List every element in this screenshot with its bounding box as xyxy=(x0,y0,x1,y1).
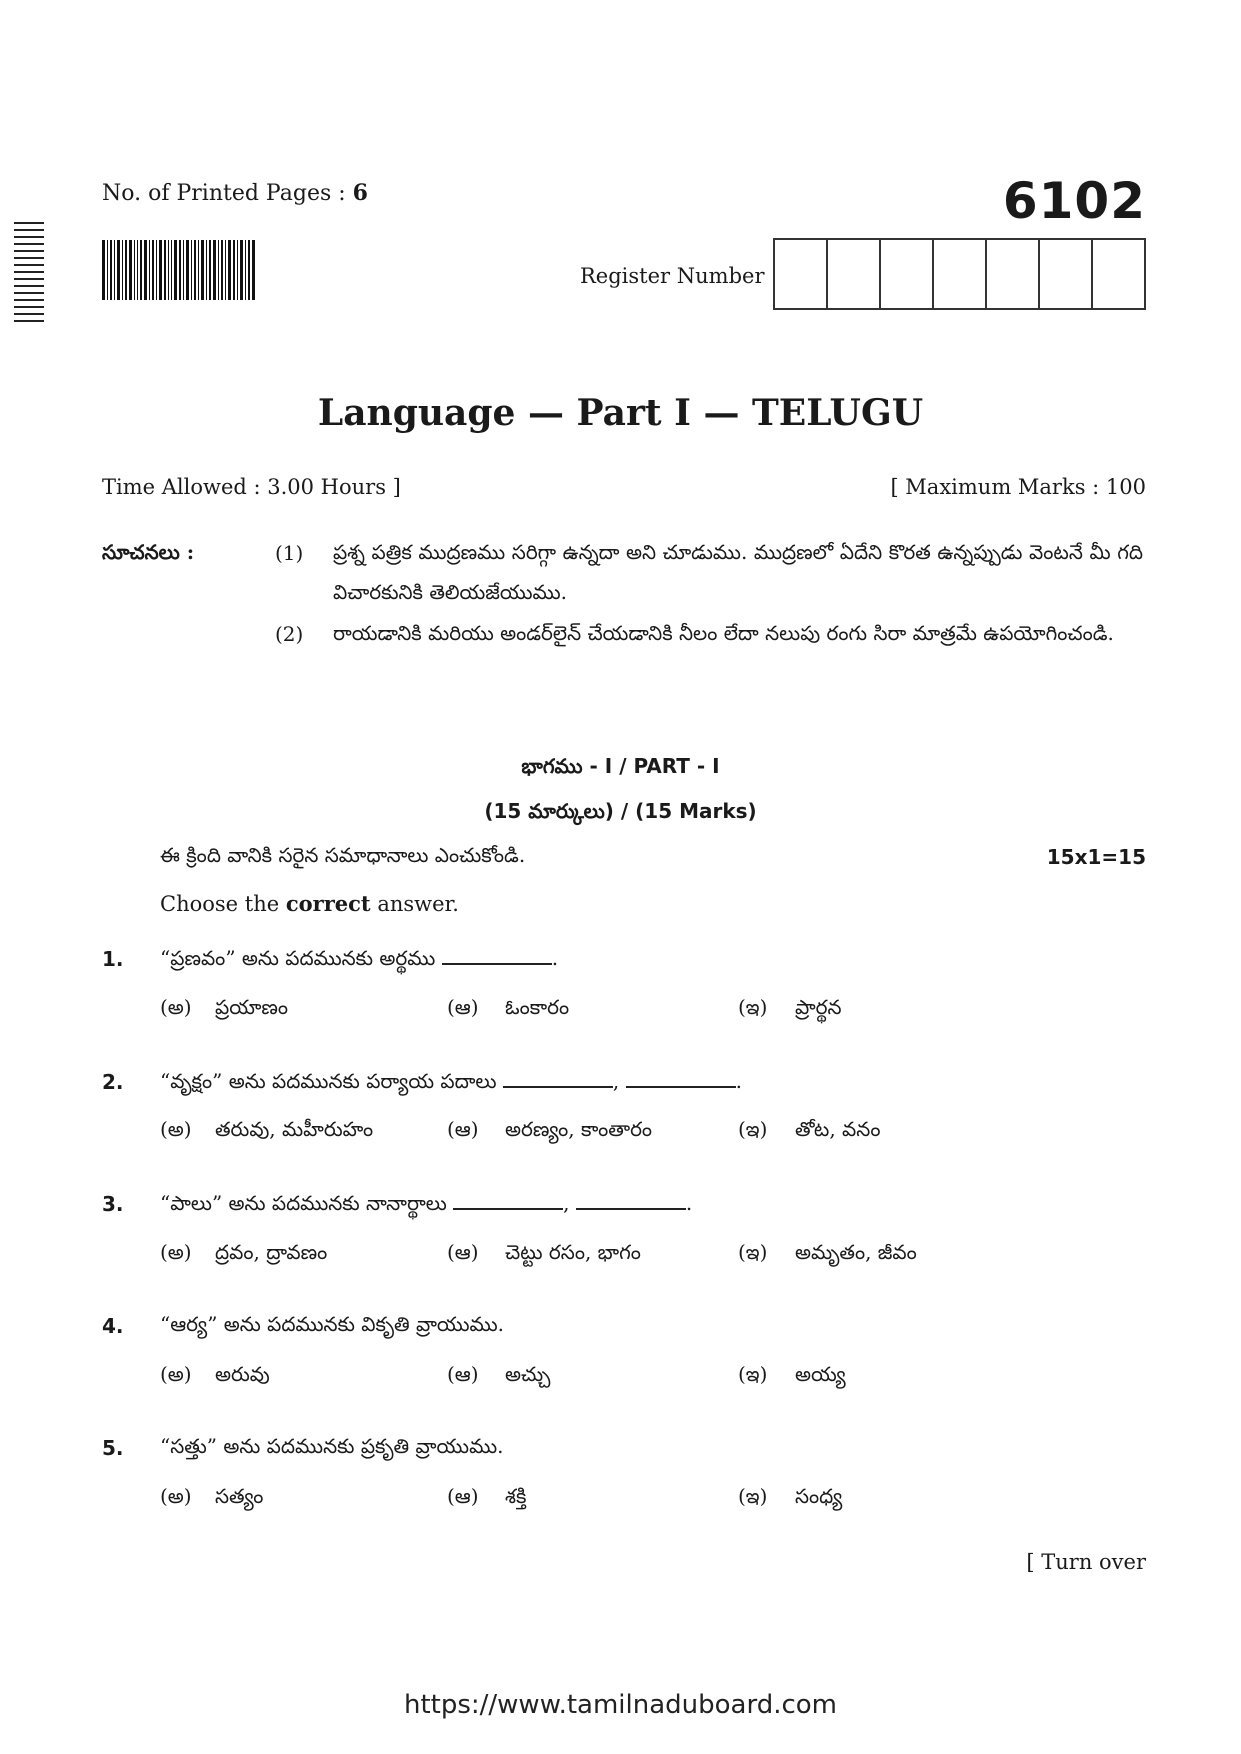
telugu-direction: ఈ క్రింది వానికి సరైన సమాధానాలు ఎంచుకోండి. xyxy=(160,843,526,867)
answer-blank xyxy=(576,1190,686,1210)
question-text xyxy=(160,945,558,975)
question-number: 4. xyxy=(102,1314,124,1338)
question-number: 5. xyxy=(102,1436,124,1460)
printed-pages xyxy=(102,180,368,206)
instruction-text: ప్రశ్న పత్రిక ముద్రణము సరిగ్గా ఉన్నదా అని చూడుము. ముద్రణలో ఏదేని కొరత ఉన్నప్పుడు వెంటనే మీ గది విచారకునికి తెలియజేయుము. xyxy=(333,540,1143,604)
barcode xyxy=(102,240,284,300)
direction-part: answer. xyxy=(377,892,459,916)
printed-pages-value: 6 xyxy=(352,180,368,206)
question-stem: “ప్రణవం” అను పదమునకు అర్థము xyxy=(160,946,436,970)
source-url[interactable]: https://www.tamilnaduboard.com xyxy=(403,1690,838,1720)
instructions-label: సూచనలు : xyxy=(102,540,195,564)
question-suffix: . xyxy=(551,946,559,970)
register-digit-box[interactable] xyxy=(987,240,1040,308)
question-suffix: . xyxy=(735,1069,742,1093)
question-stem: “పాలు” అను పదమునకు నానార్థాలు xyxy=(160,1191,447,1215)
question-suffix: . xyxy=(685,1191,693,1215)
paper-code: 6102 xyxy=(1002,172,1146,230)
register-number-label: Register Number xyxy=(580,264,765,288)
direction-emphasis: correct xyxy=(285,891,371,916)
option-text: ప్రార్థన xyxy=(795,995,842,1019)
instruction-number: (2) xyxy=(275,622,304,646)
question-text: “వృక్షం” అను పదమునకు పర్యాయ పదాలు , . xyxy=(160,1069,742,1093)
option-label: (అ) xyxy=(160,1362,192,1386)
option-text: అమృతం, జీవం xyxy=(795,1240,917,1264)
option-text: సంధ్య xyxy=(795,1484,843,1508)
answer-blank xyxy=(626,1068,736,1088)
register-number-boxes[interactable] xyxy=(773,238,1146,310)
question-text: “సత్తు” అను పదమునకు ప్రకృతి వ్రాయుము. xyxy=(160,1434,504,1458)
exam-title: Language — Part I — TELUGU xyxy=(317,392,924,434)
option-label: (ఆ) xyxy=(447,1484,479,1508)
option-text: చెట్టు రసం, భాగం xyxy=(505,1240,641,1264)
option-label: (ఇ) xyxy=(738,1117,768,1141)
english-direction xyxy=(160,891,459,916)
option-text: ద్రవం, ద్రావణం xyxy=(215,1240,328,1264)
question-text: “ఆర్య” అను పదమునకు వికృతి వ్రాయుము. xyxy=(160,1312,504,1336)
question-number: 1. xyxy=(102,947,124,971)
direction-part: Choose the xyxy=(160,892,280,916)
option-label: (ఆ) xyxy=(447,1240,479,1264)
maximum-marks: [ Maximum Marks : 100 xyxy=(890,475,1146,499)
option-text: సత్యం xyxy=(215,1484,264,1508)
option-label: (ఇ) xyxy=(738,1240,768,1264)
question-number: 2. xyxy=(102,1070,124,1094)
option-label: (అ) xyxy=(160,995,192,1019)
register-digit-box[interactable] xyxy=(934,240,987,308)
option-text: అచ్చు xyxy=(505,1362,551,1386)
option-label: (ఇ) xyxy=(738,1362,768,1386)
question-number: 3. xyxy=(102,1192,124,1216)
answer-blank xyxy=(503,1068,613,1088)
turn-over: [ Turn over xyxy=(1026,1550,1146,1574)
option-text: అయ్య xyxy=(795,1362,846,1386)
register-digit-box[interactable] xyxy=(1093,240,1144,308)
option-label: (అ) xyxy=(160,1240,192,1264)
part-marks: (15 మార్కులు) / (15 Marks) xyxy=(484,799,757,823)
option-text: ఓంకారం xyxy=(505,995,570,1019)
instruction-number: (1) xyxy=(275,541,304,565)
answer-blank xyxy=(453,1190,563,1210)
question-stem: “వృక్షం” అను పదమునకు పర్యాయ పదాలు xyxy=(160,1069,497,1093)
option-label: (ఇ) xyxy=(738,995,768,1019)
side-registration-marks xyxy=(14,222,44,327)
option-text: అరువు xyxy=(215,1362,270,1386)
option-text: శక్తి xyxy=(505,1484,527,1508)
option-text: ప్రయాణం xyxy=(215,995,289,1019)
option-text: తోట, వనం xyxy=(795,1117,881,1141)
register-digit-box[interactable] xyxy=(881,240,934,308)
option-text: తరువు, మహీరుహం xyxy=(215,1117,374,1141)
time-allowed: Time Allowed : 3.00 Hours ] xyxy=(102,475,401,499)
register-digit-box[interactable] xyxy=(828,240,881,308)
question-text: “పాలు” అను పదమునకు నానార్థాలు , . xyxy=(160,1191,693,1215)
option-label: (ఇ) xyxy=(738,1484,768,1508)
option-label: (అ) xyxy=(160,1117,192,1141)
printed-pages-label: No. of Printed Pages : xyxy=(102,181,346,206)
option-text: అరణ్యం, కాంతారం xyxy=(505,1117,653,1141)
option-label: (ఆ) xyxy=(447,995,479,1019)
section-score: 15x1=15 xyxy=(1046,845,1146,869)
answer-blank xyxy=(442,945,552,965)
option-label: (అ) xyxy=(160,1484,192,1508)
register-digit-box[interactable] xyxy=(775,240,828,308)
instruction-text: రాయడానికి మరియు అండర్‌లైన్ చేయడానికి నీలం లేదా నలుపు రంగు సిరా మాత్రమే ఉపయోగించండి. xyxy=(333,621,1114,645)
option-label: (ఆ) xyxy=(447,1117,479,1141)
register-digit-box[interactable] xyxy=(1040,240,1093,308)
option-label: (ఆ) xyxy=(447,1362,479,1386)
part-heading: భాగము - I / PART - I xyxy=(521,754,720,778)
